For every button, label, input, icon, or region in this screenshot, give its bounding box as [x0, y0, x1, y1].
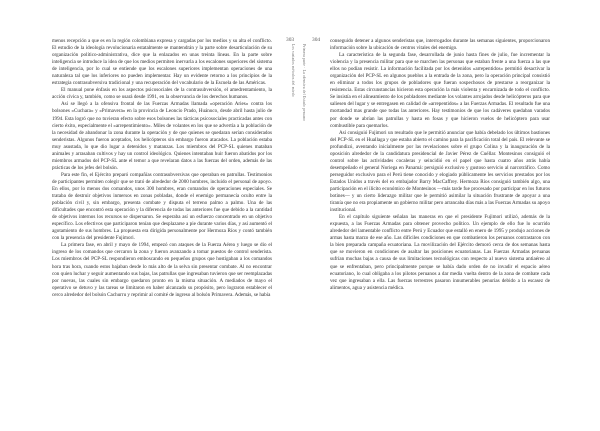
paragraph: Para este fin, el Ejército preparó compañías contrasubversivas que operaban en patrullas. Testimonios de participantes permiten colegir que se trató de alrededor de 2000 hombres, incluido el personal de apoyo. En ellos, por lo menos dos comandos, unos 300 hombres, eran comandos de operaciones especiales. Se trataba de destruir objetivos inmersos en zonas pobladas, donde el enemigo permanecía oculto entre la población civil y, sin embargo, presenta combate y disputa el terreno palmo a palmo. Una de las dificultades que encontró esta operación y la diferencia de todas las anteriores fue que debido a la cantidad de objetivos internos los recursos se dispersaron. Se esperaba así un esfuerzo concentrado en un objetivo específico. Los efectivos que participaron tenían que desplazarse a pie durante varios días, y así aumentó el agotamiento de sus hombres. La propuesta era dirigida personalmente por Hermoza Ríos y contó también con la presencia del presidente Fujimori. — [52, 171, 272, 242]
right-page — [300, 0, 600, 431]
paragraph: Así consiguió Fujimori un resultado que le permitió anunciar que había debelado los últimos bastiones del PCP-SL en el Huallaga y que estaba abierto el camino para la pacificación total del país. El relevante se profundizó, aventando inicialmente por las revelaciones sobre el grupo Colina y la inauguración de la oposición alrededor de la candidatura presidencial de Javier Pérez de Cuéllar. Montesinos consiguió el control sobre las actividades cocaleras y seincidió en el papel que hasta cuatro años atrás había desempeñado el general Noriega en Panamá: persiguió exclusivo y gustoso servicio al narcotráfico. Como perseguidor exclusivo para el Perú tiene conocido y elogiado públicamente les servicios prestados por los Estados Unidos a través del ex embajador Barry MacCaffrey. Hermoza Ríos consiguió también algo, una participación en el ilícito económico de Montesinos —más tarde fue procesado por participar en los futuros botines— y un cierto liderazgo militar que le permitió asimilar la situación frustrante de apoyar a una tiranía que no era propiamente un gobierno militar pero arrancaba días más a las Fuerzas Armadas su apoyo institucional. — [330, 129, 550, 214]
paragraph: Así se llegó a la ofensiva frontal de las Fuerzas Armadas llamada «operación Aries» contra los bolsones «Cuchara» y «Primavera» en la provincia de Leoncio Prado, Huánuco, desde abril hasta julio de 1994. Esta logró que no tuvieran efecto sobre esos bolsones las tácticas psicosociales practicadas antes con cierto éxito, especialmente el «arrepentimiento». Miles de volantes en los que se advertía a la población de la necesidad de abandonar la zona durante la operación y de que quienes se quedaran serían considerados senderistas. Algunos fueron aceptados, los helicópteros sin embargo fueron atacados. La población estaba muy asustada, lo que dio lugar a detenidos y matanzas. Los miembros del PCP-SL quienes mataban animales y arrasaban cultivos y hay un control ideológico. Quienes intentaban huir fueron abatidos por los miembros armados del PCP-SL ante el temor a que revelaran datos a las fuerzas del orden, además de las prácticas de los jefes del bolsón. — [52, 101, 272, 171]
paragraph: El manual pone énfasis en los aspectos psicosociales de la contrasubversión, el amedrentamiento, la acción cívica y, también, como se usará desde 1991, en la observancia de los derechos humanos. — [52, 87, 272, 101]
paragraph: menos recepción a que es en la región colombiana expresa y cargadas por los medios y su alta el conflicto. El estudio de la ideología revolucionaria estatalmente se mantendrán y la parte sobre desarticulación de su organización político-administrativa, dice que la enlazados en unas treinta líneas. En la parte sobre inteligencia se introduce la idea de que los medios permiten inervarla a los escalones superiores del sistema de inteligencia, por lo cual se entiende que los escalones superiores implementan operaciones de una naturaleza tal que los inferiores no pueden implementar. Hay un evidente retorno a los principios de la estrategia contrasubversiva tradicional y una recuperación del vocabulario de la Escuela de las Américas. — [52, 38, 272, 87]
running-head: Primera parte · La ofensiva del Estado peruano — [302, 44, 306, 121]
page-number: 304 — [312, 37, 321, 43]
page-number: 303 — [286, 37, 295, 43]
paragraph: La primera fase, en abril y mayo de 1994, empezó con ataques de la Fuerza Aérea y luego se dio el ingreso de los comandos que cercaron la zona y fueron avanzando a tomar puestos de control senderista. Los miembros del PCP-SL respondieron emboscando en pequeños grupos que hostigaban a los comandos hora tras hora, cuando estos bajaban desde lo más alto de la selva sin presentar combate. Al no encontrar con quien luchar y seguir aumentando sus bajas, las patrullas que ingresaban tuvieron que ser reemplazadas por nuevas, las cuales sin embargo quedaron pronto en la misma situación. A mediados de mayo el operativo se detuvo y las tareas se limitaron en haber alcanzado su propósito, pero lograron establecer el cerco alrededor del bolsón Cachurru y reprimir al comité de ingreso al bolsón Primavera. Además, se había — [52, 242, 272, 298]
paragraph: En el capítulo siguiente señalan las maneras en que el presidente Fujimori utilizó, además de la expuesta, a las Fuerzas Armadas para obtener provecho político. Un ejemplo de ello fue lo ocurrido alrededor del lamentable conflicto entre Perú y Ecuador que estalló en enero de 1995 y produjo acciones de armas hasta marzo de ese año. Las difíciles condiciones en que combatieron los peruanos contrastaron con la bien preparada campaña ecuatoriana. La movilización del Ejército demoró cerca de dos semanas hasta que se movieron en condiciones de asaltar las posiciones ecuatorianas. Las Fuerzas Armadas peruanas sufrían muchas bajas a causa de sus limitaciones tecnológicas con respecto al nuevo sistema antiaéreo al que se enfrentaban, pero principalmente porque se había dado orden de no invadir el espacio aéreo ecuatoriano, lo cual obligaba a los pilotos peruanos a dar media vuelta dentro de la zona de combate cada vez que ingresaban a ella. Las fuerzas terrestres pasaron innumerables penurias debido a la escasez de alimentos, agua y asistencia médica. — [330, 214, 550, 291]
body-text-column — [52, 38, 272, 299]
paragraph: La característica de la segunda fase, desarrollada de junio hasta fines de julio, fue incrementar la violencia y la presencia militar para que se marchen las personas que estaban frente a una fuerza a las que ellos no podían resistir. La información facilitada por los detenidos «arrepentidos» permitió desactivar la organización del PCP-SL en algunos pueblos a la entrada de la zona, pero la operación principal consistió en eliminar a todos los grupos de pobladores que fueran sospechosos de prestarse a reorganizar la resistencia. Estas circunstancias hicieron esta operación la más violenta y encarnizada de todo el conflicto. Se insistía en el alineamiento de los pobladores mediante los volantes arrojados desde helicópteros para que saliesen del lugar y se entregasen en calidad de «arrepentidos» a las Fuerzas Armadas. El resultado fue una mortandad mas grande que todas las anteriores. Hay testimonios de que los cadáveres quedaban varados por donde se abrían las patrullas y hasta en fosas y que hicieron vuelos de helicóptero para usar combustible para quemarlos. — [330, 52, 550, 129]
body-text-column — [330, 38, 550, 292]
running-head: Los variados métodos del miedo — [291, 44, 295, 97]
paragraph: conseguido detener a algunos senderistas que, interrogados durante las semanas siguientes, proporcionaron información sobre la ubicación de centros vitales del enemigo. — [330, 38, 550, 52]
